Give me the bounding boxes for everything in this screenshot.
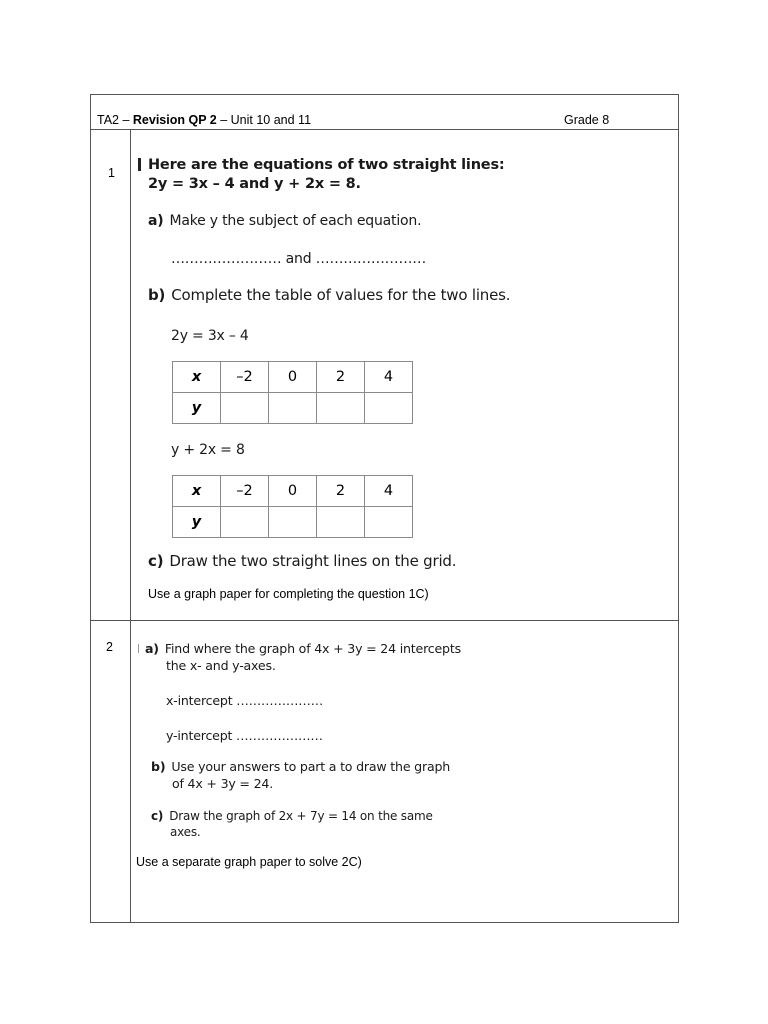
worksheet-table	[90, 94, 679, 923]
q1-table-1	[172, 361, 413, 424]
worksheet-title: TA2 – Revision QP 2 – Unit 10 and 11	[97, 113, 312, 127]
table-cell-y-header: y	[173, 393, 221, 424]
table-cell-blank	[317, 393, 365, 424]
table-cell-x-header: x	[173, 476, 221, 507]
q1-part-a: a) Make y the subject of each equation.	[148, 213, 422, 229]
question-number-2: 2	[106, 640, 113, 654]
table-cell-blank	[317, 507, 365, 538]
q1-part-b: b) Complete the table of values for the two lines.	[148, 286, 511, 304]
row-divider	[91, 620, 678, 621]
table-cell-y-header: y	[173, 507, 221, 538]
header-divider	[91, 129, 678, 130]
scan-edge-mark	[138, 158, 141, 171]
q2-y-intercept: y-intercept …………………	[166, 728, 323, 743]
table-cell-blank	[365, 393, 413, 424]
q2-note: Use a separate graph paper to solve 2C)	[136, 855, 362, 869]
q2-x-intercept: x-intercept …………………	[166, 693, 324, 708]
table-cell: –2	[221, 476, 269, 507]
q2-part-b: b) Use your answers to part a to draw the graph of 4x + 3y = 24.	[151, 759, 451, 791]
table-row	[173, 362, 413, 393]
table-row	[173, 393, 413, 424]
table-cell: –2	[221, 362, 269, 393]
q1-note: Use a graph paper for completing the question 1C)	[148, 587, 429, 601]
table-row	[173, 507, 413, 538]
table-cell-x-header: x	[173, 362, 221, 393]
q2-part-c: c) Draw the graph of 2x + 7y = 14 on the same axes.	[151, 809, 433, 839]
table-cell: 4	[365, 476, 413, 507]
number-column-divider	[130, 130, 131, 922]
table-cell-blank	[221, 507, 269, 538]
q1-part-c: c) Draw the two straight lines on the grid.	[148, 552, 457, 570]
table-cell-blank	[269, 507, 317, 538]
table-cell: 0	[269, 362, 317, 393]
table-row	[173, 476, 413, 507]
q1-table-2	[172, 475, 413, 538]
q1-answer-line: …………………… and ……………………	[171, 251, 427, 267]
table-cell: 0	[269, 476, 317, 507]
table-cell: 2	[317, 362, 365, 393]
q2-part-a: a) Find where the graph of 4x + 3y = 24 intercepts the x- and y-axes.	[145, 641, 461, 673]
question-number-1: 1	[108, 166, 115, 180]
grade-label: Grade 8	[564, 113, 610, 127]
table-cell-blank	[269, 393, 317, 424]
q1-equation-1: 2y = 3x – 4	[171, 328, 249, 344]
table-cell: 2	[317, 476, 365, 507]
table-cell-blank	[365, 507, 413, 538]
q1-equation-2: y + 2x = 8	[171, 442, 245, 458]
table-cell-blank	[221, 393, 269, 424]
table-cell: 4	[365, 362, 413, 393]
scan-edge-mark	[138, 644, 139, 653]
q1-intro: Here are the equations of two straight lines: 2y = 3x – 4 and y + 2x = 8.	[148, 157, 505, 192]
